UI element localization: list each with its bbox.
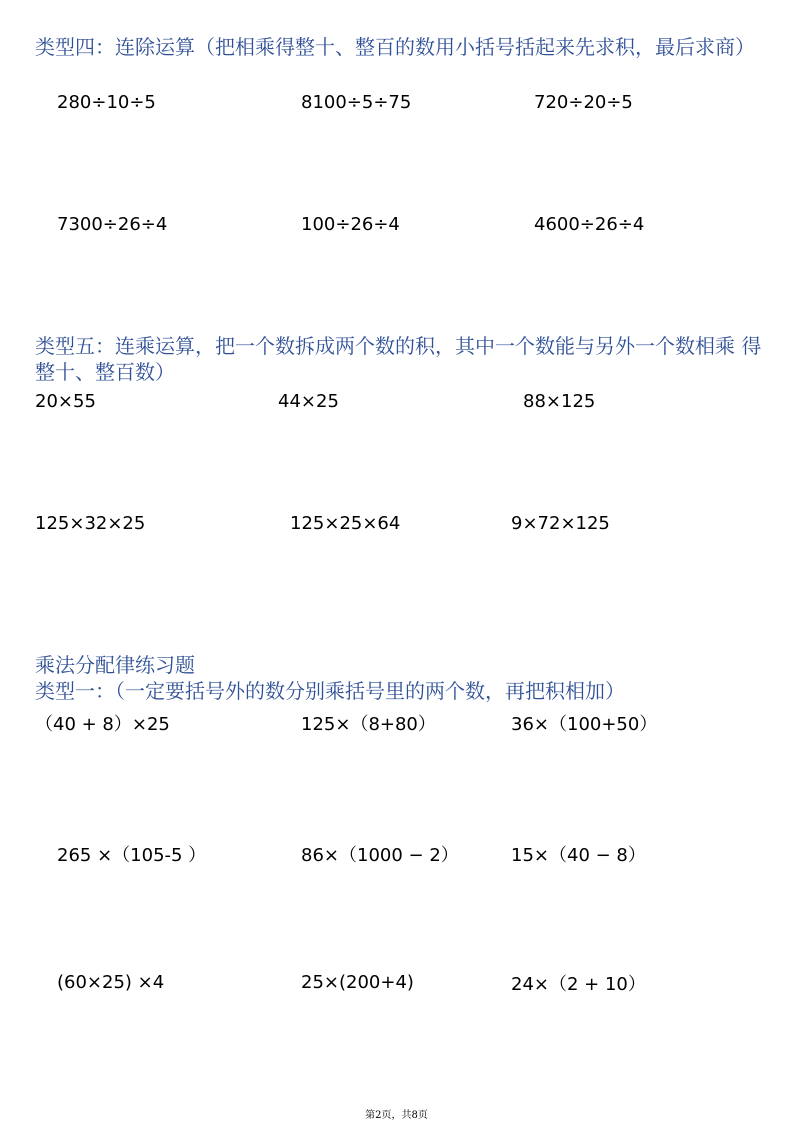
problem-4-1: 280÷10÷5 [57,92,156,113]
problem-5-2: 44×25 [278,391,339,412]
problem-4-6: 4600÷26÷4 [534,214,645,235]
distributive-title: 乘法分配律练习题 [35,653,195,677]
problem-4-2: 8100÷5÷75 [301,92,412,113]
problem-d-4: 265 ×（105-5 ） [57,845,207,866]
problem-4-5: 100÷26÷4 [301,214,400,235]
problem-4-4: 7300÷26÷4 [57,214,168,235]
problem-5-1: 20×55 [35,391,96,412]
problem-d-2: 125×（8+80） [301,714,436,735]
problem-d-3: 36×（100+50） [511,714,658,735]
page-number: 第2页，共8页 [365,1110,428,1121]
problem-d-9: 24×（2 + 10） [511,974,646,995]
section5-heading: 类型五：连乘运算，把一个数拆成两个数的积，其中一个数能与另外一个数相乘 得整十、整百数） [35,334,762,384]
problem-5-4: 125×32×25 [35,513,146,534]
problem-d-6: 15×（40 − 8） [511,845,646,866]
problem-5-6: 9×72×125 [511,513,610,534]
problem-d-1: （40 + 8）×25 [35,714,170,735]
problem-5-5: 125×25×64 [290,513,401,534]
distributive-heading: 类型一：（一定要括号外的数分别乘括号里的两个数，再把积相加） [35,679,625,703]
problem-d-5: 86×（1000 − 2） [301,845,459,866]
problem-d-8: 25×(200+4) [301,972,414,993]
problem-d-7: (60×25) ×4 [57,972,165,993]
problem-5-3: 88×125 [523,391,596,412]
problem-4-3: 720÷20÷5 [534,92,633,113]
section4-heading: 类型四：连除运算（把相乘得整十、整百的数用小括号括起来先求积，最后求商） [35,35,755,59]
